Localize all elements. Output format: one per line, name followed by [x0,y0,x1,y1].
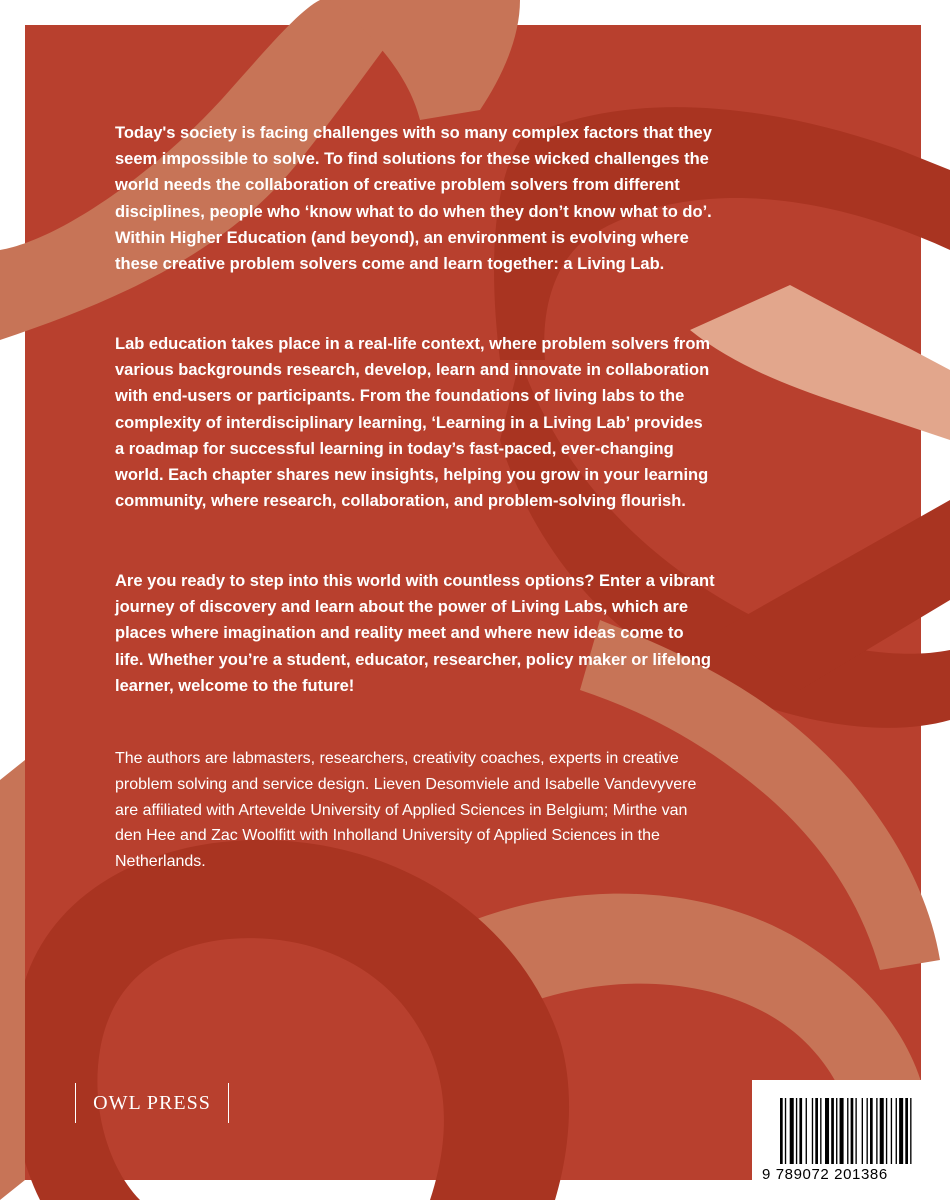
publisher-logo [75,1083,229,1123]
publisher-name: OWL PRESS [93,1091,211,1114]
authors-paragraph: The authors are labmasters, researchers, creativity coaches, experts in creative problem solving and service design. Lieven Desomviele and Isabelle Vandevyvere are affiliated with Artevelde University of Applied Sciences in Belgium; Mirthe van den Hee and Zac Woolfitt with Inholland University of Applied Sciences in the Netherlands. [115,750,697,871]
invitation-paragraph: Are you ready to step into this world with countless options? Enter a vibrant journey of discovery and learn about the power of Living Labs, which are places where imagination and reality meet and where new ideas come to life. Whether you’re a student, educator, researcher, policy maker or lifelong learner, welcome to the future! [115,572,715,695]
lab-education-paragraph: Lab education takes place in a real-life context, where problem solvers from various backgrounds research, develop, learn and innovate in collaboration with end-users or participants. From the foundations of living labs to the complexity of interdisciplinary learning, ‘Learning in a Living Lab’ provides a roadmap for successful learning in today’s fast-paced, ever-changing world. Each chapter shares new insights, helping you grow in your learning community, where research, collaboration, and problem-solving flourish. [115,335,711,511]
intro-paragraph: Today's society is facing challenges with so many complex factors that they seem impossible to solve. To find solutions for these wicked challenges the world needs the collaboration of creative problem solvers from different disciplines, people who ‘know what to do when they don’t know what to do’. Within Higher Education (and beyond), an environment is evolving where these creative problem solvers come and learn together: a Living Lab. [115,124,712,274]
isbn-number: 9 789072 201386 [762,1166,888,1183]
isbn-barcode [752,1080,950,1200]
